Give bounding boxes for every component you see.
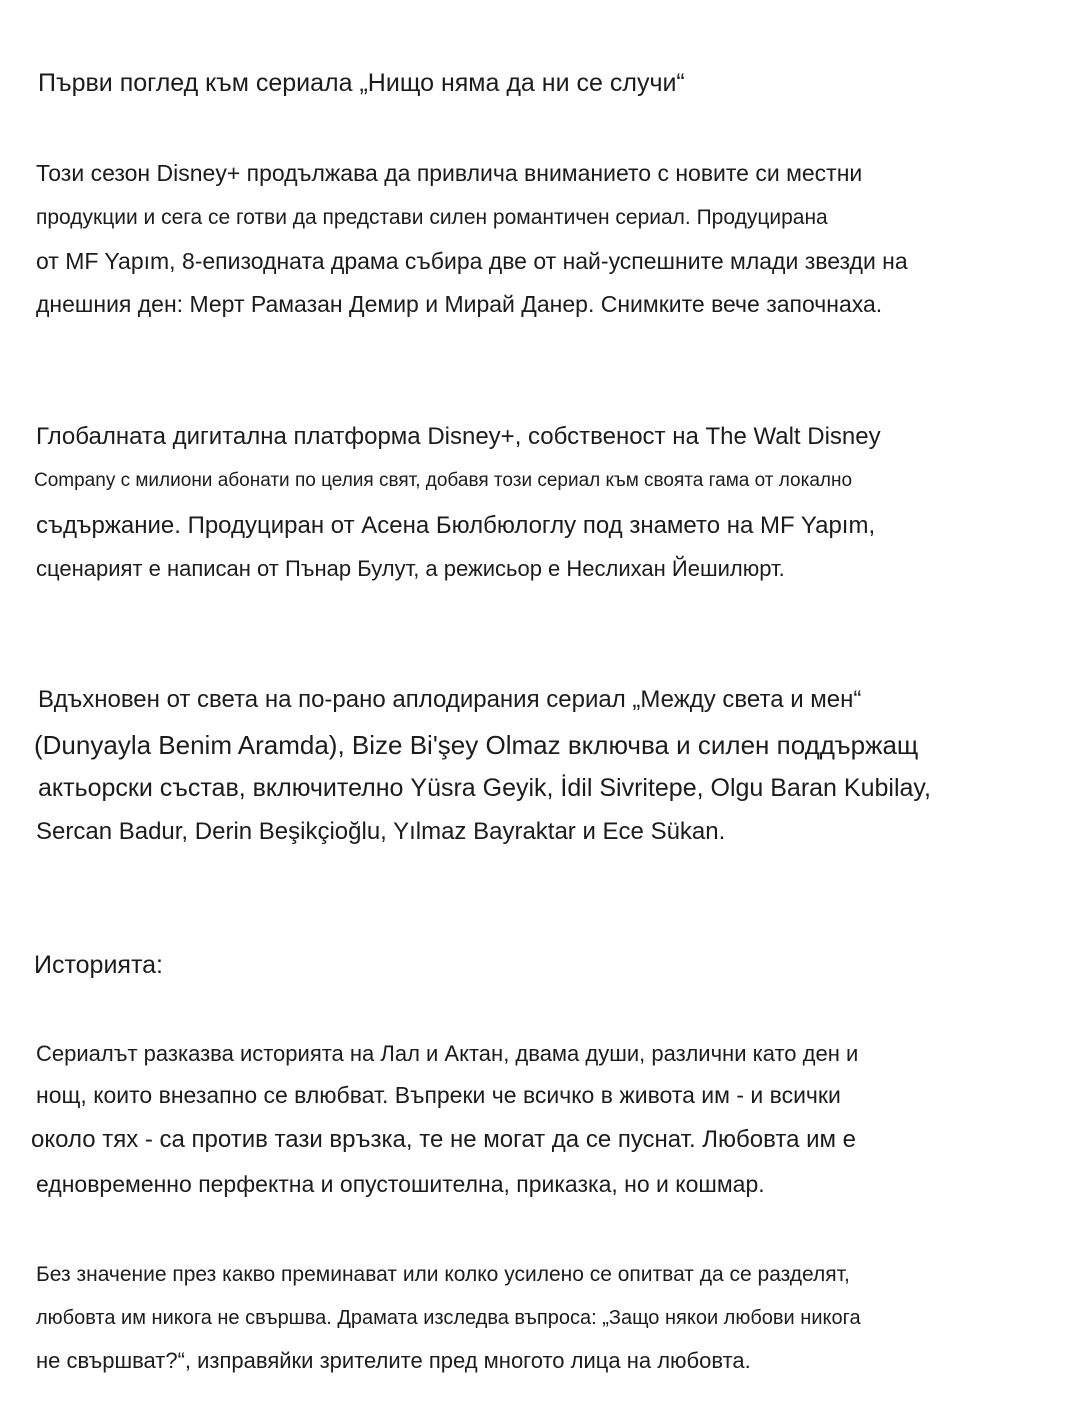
paragraph-line: около тях - са против тази връзка, те не могат да се пуснат. Любовта им е bbox=[31, 1126, 857, 1153]
paragraph-line: Вдъхновен от света на по-рано аплодирания сериал „Между света и мен“ bbox=[38, 686, 862, 713]
story-heading: Историята: bbox=[34, 951, 163, 979]
paragraph-line: съдържание. Продуциран от Асена Бюлбюлоглу под знамето на MF Yapım, bbox=[36, 512, 876, 539]
paragraph-line: днешния ден: Мерт Рамазан Демир и Мирай Данер. Снимките вече започнаха. bbox=[36, 291, 883, 317]
paragraph-line: (Dunyayla Benim Aramda), Bize Bi'şey Olmaz включва и силен поддържащ bbox=[34, 730, 919, 760]
paragraph-line: Sercan Badur, Derin Beşikçioğlu, Yılmaz Bayraktar и Ece Sükan. bbox=[36, 818, 726, 845]
paragraph-line: актьорски състав, включително Yüsra Geyik, İdil Sivritepe, Olgu Baran Kubilay, bbox=[38, 774, 931, 802]
paragraph-line: Този сезон Disney+ продължава да привлича вниманието с новите си местни bbox=[36, 160, 863, 186]
paragraph-line: любовта им никога не свършва. Драмата изследва въпроса: „Защо някои любови никога bbox=[36, 1307, 861, 1329]
paragraph-line: от MF Yapım, 8-епизодната драма събира две от най-успешните млади звезди на bbox=[36, 248, 908, 274]
paragraph-line: Company с милиони абонати по целия свят, добавя този сериал към своята гама от локално bbox=[34, 470, 853, 491]
paragraph-line: не свършват?“, изправяйки зрителите пред многото лица на любовта. bbox=[36, 1348, 751, 1373]
paragraph-line: Глобалната дигитална платформа Disney+, собственост на The Walt Disney bbox=[36, 423, 881, 450]
paragraph-line: едновременно перфектна и опустошителна, приказка, но и кошмар. bbox=[36, 1171, 765, 1197]
paragraph-line: продукции и сега се готви да представи силен романтичен сериал. Продуцирана bbox=[36, 206, 828, 229]
paragraph-line: Без значение през какво преминават или колко усилено се опитват да се разделят, bbox=[36, 1263, 850, 1286]
paragraph-line: нощ, които внезапно се влюбват. Въпреки че всичко в живота им - и всички bbox=[36, 1082, 841, 1108]
paragraph-line: Сериалът разказва историята на Лал и Актан, двама души, различни като ден и bbox=[36, 1041, 859, 1066]
article-title: Първи поглед към сериала „Нищо няма да ни се случи“ bbox=[38, 69, 685, 97]
paragraph-line: сценарият е написан от Пънар Булут, а режисьор е Неслихан Йешилюрт. bbox=[36, 556, 785, 581]
